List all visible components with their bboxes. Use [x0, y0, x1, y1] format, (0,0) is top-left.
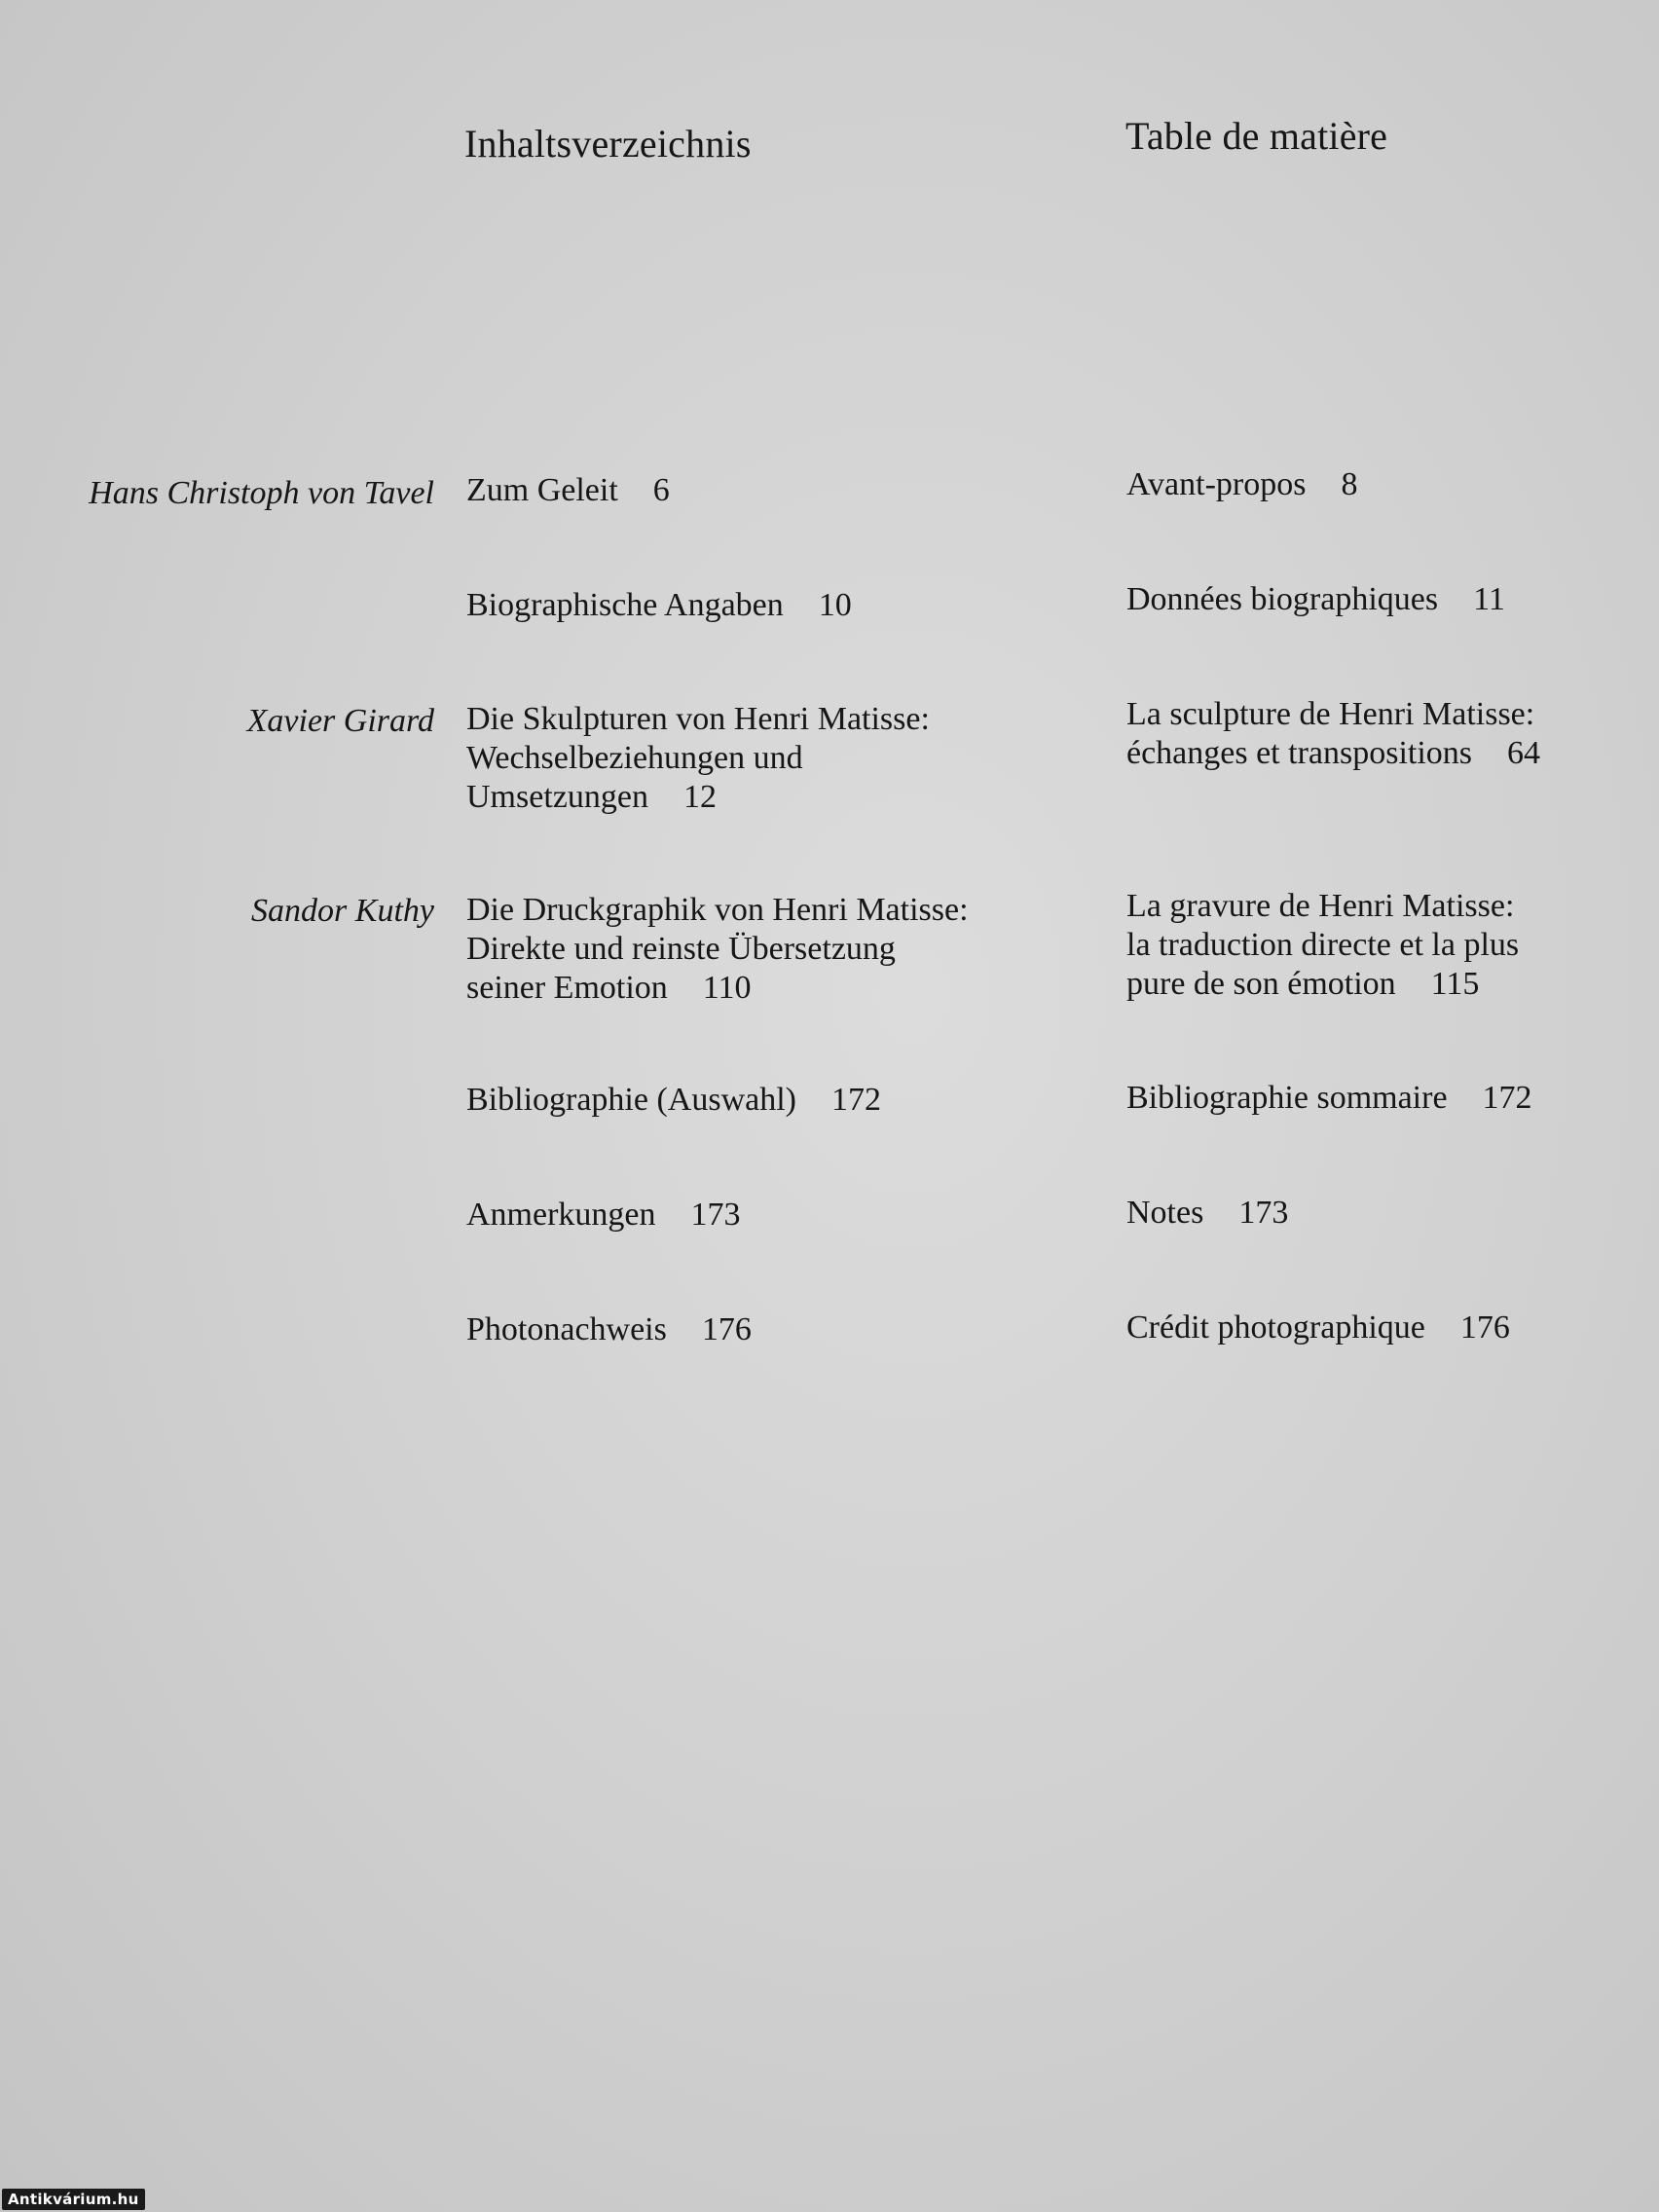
entry-title: Crédit photographique	[1126, 1309, 1425, 1346]
entry-title-line: La gravure de Henri Matisse:	[1126, 888, 1515, 924]
toc-entry-german-druckgraphik	[466, 891, 969, 1008]
author-hans-christoph-von-tavel: Hans Christoph von Tavel	[89, 475, 434, 511]
page-number: 10	[818, 587, 852, 623]
toc-entry-french-sculpture	[1126, 695, 1540, 773]
toc-entry-french-notes	[1126, 1194, 1288, 1233]
page-number: 176	[1459, 1309, 1510, 1346]
entry-title-line: Wechselbeziehungen und	[466, 740, 803, 776]
page-number: 173	[690, 1197, 741, 1233]
entry-title: Bibliographie sommaire	[1126, 1080, 1448, 1116]
entry-title-line: Direkte und reinste Übersetzung	[466, 931, 896, 967]
entry-title: Notes	[1126, 1195, 1204, 1231]
entry-title-line: Die Druckgraphik von Henri Matisse:	[466, 892, 969, 928]
toc-entry-german-bibliographie	[466, 1081, 881, 1120]
author-xavier-girard: Xavier Girard	[246, 703, 434, 739]
heading-french: Table de matière	[1125, 114, 1388, 158]
page-number: 64	[1507, 735, 1541, 771]
entry-title: Données biographiques	[1126, 581, 1439, 617]
entry-title-line: échanges et transpositions	[1126, 735, 1473, 771]
heading-german: Inhaltsverzeichnis	[464, 122, 752, 166]
watermark: Antikvárium.hu	[2, 2189, 145, 2210]
toc-entry-german-zum-geleit	[466, 471, 670, 510]
page-number: 115	[1430, 966, 1480, 1002]
page-number: 176	[701, 1311, 752, 1347]
toc-entry-french-avant-propos	[1126, 465, 1357, 504]
entry-title-line: pure de son émotion	[1126, 966, 1396, 1002]
page-number: 110	[702, 970, 752, 1006]
page-number: 8	[1341, 466, 1358, 502]
entry-title: Zum Geleit	[466, 472, 618, 508]
toc-entry-french-bibliographie	[1126, 1079, 1532, 1118]
page-number: 172	[831, 1082, 881, 1118]
entry-title-line: la traduction directe et la plus	[1126, 927, 1520, 963]
toc-entry-german-skulpturen	[466, 700, 930, 817]
page-number: 6	[652, 472, 670, 508]
entry-title: Bibliographie (Auswahl)	[466, 1082, 796, 1118]
toc-entry-french-donnees-biographiques	[1126, 580, 1505, 619]
author-sandor-kuthy: Sandor Kuthy	[251, 893, 434, 929]
page-number: 11	[1473, 581, 1505, 617]
entry-title: Anmerkungen	[466, 1197, 656, 1233]
entry-title: Biographische Angaben	[466, 587, 784, 623]
toc-entry-german-anmerkungen	[466, 1196, 741, 1235]
toc-entry-german-biographische-angaben	[466, 586, 852, 625]
page-number: 172	[1482, 1080, 1532, 1116]
page-number: 12	[682, 779, 717, 815]
toc-entry-french-gravure	[1126, 887, 1519, 1004]
entry-title-line: Umsetzungen	[466, 779, 648, 815]
entry-title-line: Die Skulpturen von Henri Matisse:	[466, 701, 930, 737]
page-number: 173	[1238, 1195, 1289, 1231]
entry-title-line: seiner Emotion	[466, 970, 668, 1006]
entry-title: Avant-propos	[1126, 466, 1307, 502]
entry-title-line: La sculpture de Henri Matisse:	[1126, 696, 1535, 732]
toc-entry-french-credit-photographique	[1126, 1309, 1510, 1347]
toc-entry-german-photonachweis	[466, 1310, 752, 1349]
entry-title: Photonachweis	[466, 1311, 667, 1347]
